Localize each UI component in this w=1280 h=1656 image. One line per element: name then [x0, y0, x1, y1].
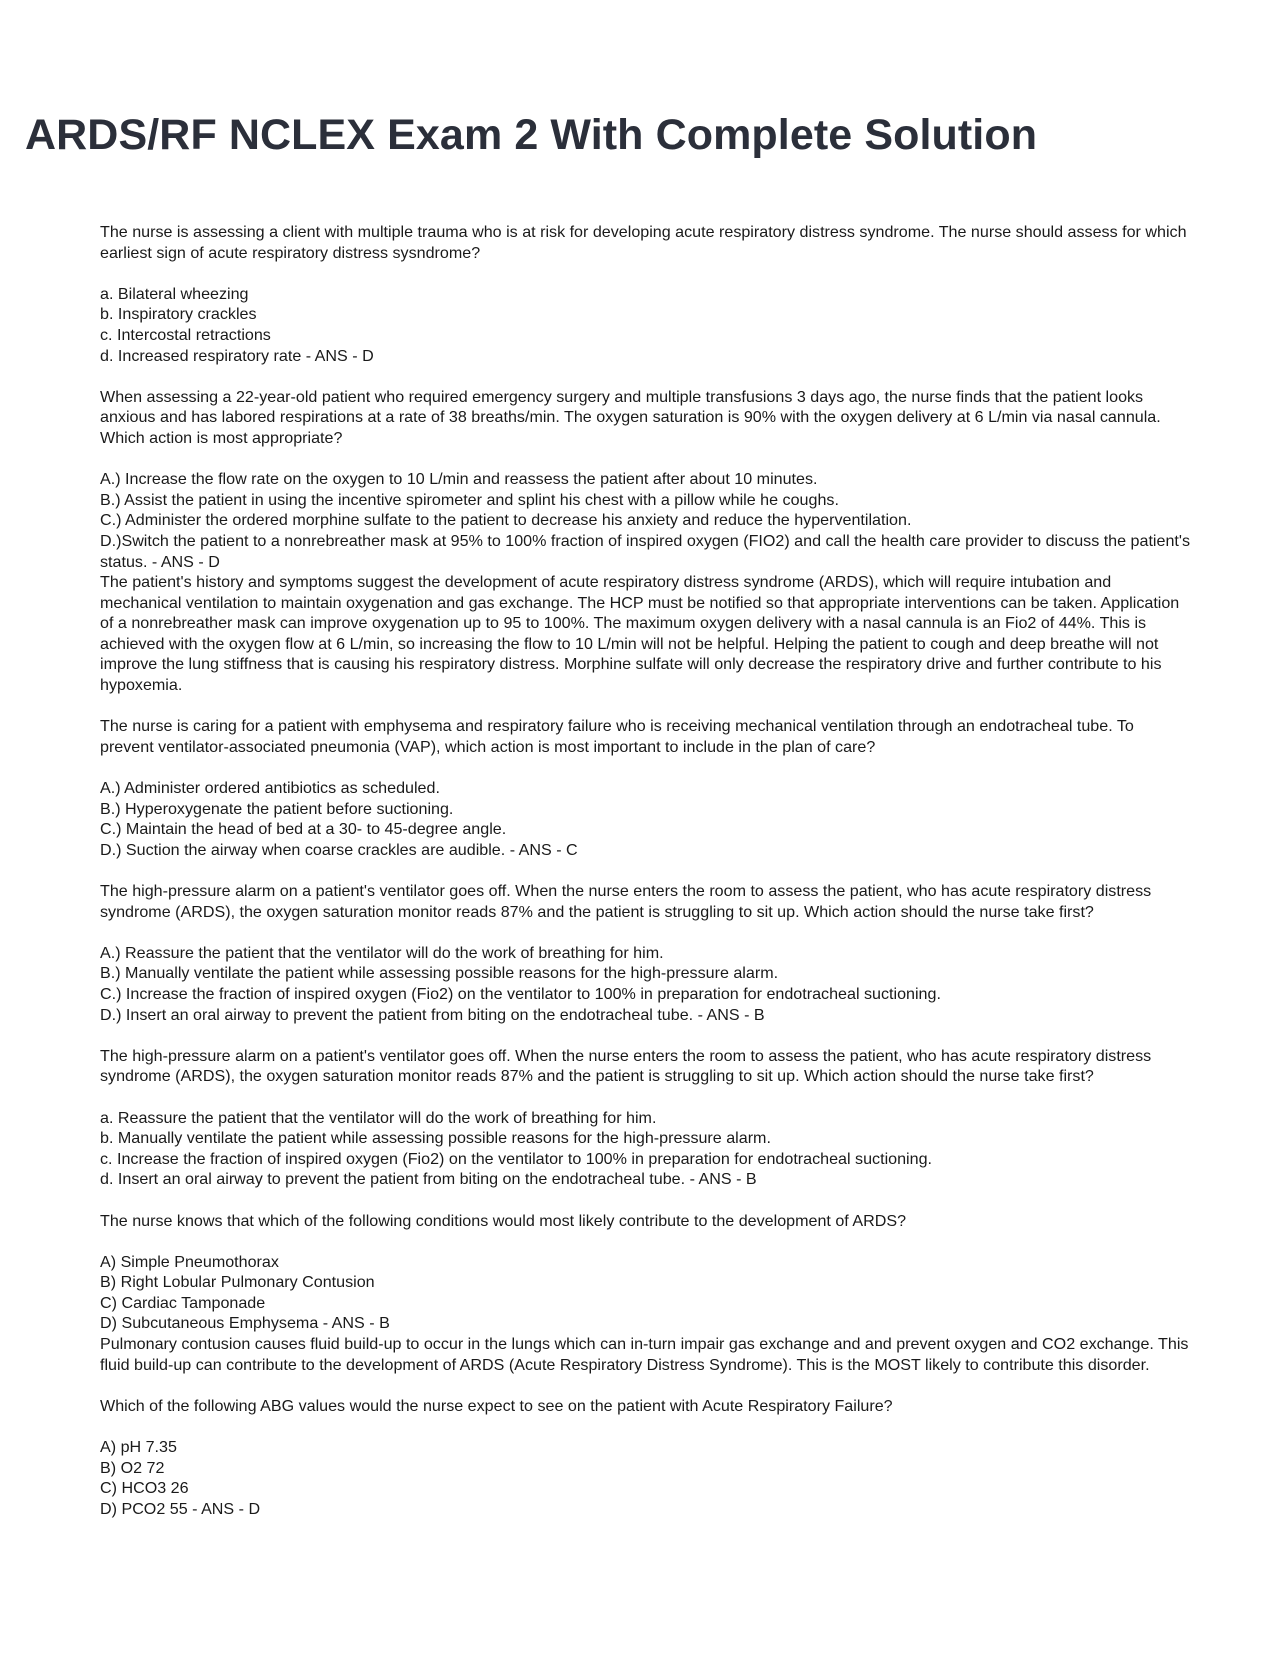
answer-option: D) PCO2 55 - ANS - D: [100, 1499, 261, 1518]
answer-option: B.) Manually ventilate the patient while assessing possible reasons for the high-pressure alarm.: [100, 964, 779, 983]
question-stem: [100, 1396, 1190, 1417]
answer-option: C) Cardiac Tamponade: [100, 1293, 266, 1312]
answer-option: C) HCO3 26: [100, 1479, 189, 1498]
answer-option: D.) Insert an oral airway to prevent the patient from biting on the endotracheal tube. - ANS - B: [100, 1005, 765, 1024]
answer-option: c. Intercostal retractions: [100, 325, 271, 344]
answer-option: A.) Administer ordered antibiotics as scheduled.: [100, 779, 440, 798]
document-body: [100, 222, 1190, 1540]
answer-option: d. Insert an oral airway to prevent the patient from biting on the endotracheal tube. - ANS - B: [100, 1170, 757, 1189]
document-title: ARDS/RF NCLEX Exam 2 With Complete Solution: [25, 111, 1038, 159]
answer-option: c. Increase the fraction of inspired oxygen (Fio2) on the ventilator to 100% in preparation for endotracheal suctioning.: [100, 1149, 932, 1168]
answer-option: d. Increased respiratory rate - ANS - D: [100, 346, 374, 365]
answer-rationale: The patient's history and symptoms suggest the development of acute respiratory distress syndrome (ARDS), which will require intubation and mechanical ventilation to maintain oxygenation and gas exchange. The HCP must be notified so that appropriate interventions can be taken. Application of a nonrebreather mask can improve oxygenation up to 95 to 100%. The maximum oxygen delivery with a nasal cannula is an Fio2 of 44%. This is achieved with the oxygen flow at 6 L/min, so increasing the flow to 10 L/min will not be helpful. Helping the patient to cough and deep breathe will not improve the lung stiffness that is causing his respiratory distress. Morphine sulfate will only decrease the respiratory drive and further contribute to his hypoxemia.: [100, 573, 1180, 695]
question-stem: [100, 881, 1190, 922]
question-stem: [100, 716, 1190, 757]
answer-option: b. Inspiratory crackles: [100, 305, 257, 324]
answer-options: [100, 943, 1190, 1025]
answer-options: [100, 1252, 1190, 1376]
question-text: The nurse knows that which of the following conditions would most likely contribute to the development of ARDS?: [100, 1211, 907, 1230]
answer-option: B) Right Lobular Pulmonary Contusion: [100, 1273, 375, 1292]
answer-option: C.) Administer the ordered morphine sulfate to the patient to decrease his anxiety and reduce the hyperventilation.: [100, 511, 912, 530]
answer-option: B.) Hyperoxygenate the patient before suctioning.: [100, 799, 454, 818]
question-text: The nurse is caring for a patient with emphysema and respiratory failure who is receiving mechanical ventilation through an endotracheal tube. To prevent ventilator-associated pneumonia (VAP), which action is most important to include in the plan of care?: [100, 717, 1134, 756]
answer-options: [100, 1437, 1190, 1519]
question-stem: [100, 1211, 1190, 1232]
answer-options: [100, 778, 1190, 860]
answer-option: a. Reassure the patient that the ventilator will do the work of breathing for him.: [100, 1108, 657, 1127]
question-stem: [100, 387, 1190, 449]
answer-option: A.) Reassure the patient that the ventilator will do the work of breathing for him.: [100, 943, 664, 962]
answer-option: A) Simple Pneumothorax: [100, 1252, 279, 1271]
answer-option: C.) Increase the fraction of inspired oxygen (Fio2) on the ventilator to 100% in preparation for endotracheal suctioning.: [100, 984, 941, 1003]
answer-option: B.) Assist the patient in using the incentive spirometer and splint his chest with a pillow while he coughs.: [100, 490, 839, 509]
answer-options: [100, 1108, 1190, 1190]
answer-option: B) O2 72: [100, 1458, 165, 1477]
question-text: When assessing a 22-year-old patient who required emergency surgery and multiple transfusions 3 days ago, the nurse finds that the patient looks anxious and has labored respirations at a rate of 38 breaths/min. The oxygen saturation is 90% with the oxygen delivery at 6 L/min via nasal cannula. Which action is most appropriate?: [100, 387, 1161, 447]
question-stem: [100, 1046, 1190, 1087]
answer-options: [100, 284, 1190, 366]
answer-option: C.) Maintain the head of bed at a 30- to 45-degree angle.: [100, 820, 507, 839]
answer-option: A.) Increase the flow rate on the oxygen to 10 L/min and reassess the patient after about 10 minutes.: [100, 470, 818, 489]
answer-options: [100, 469, 1190, 696]
answer-option: b. Manually ventilate the patient while assessing possible reasons for the high-pressure alarm.: [100, 1129, 771, 1148]
answer-option: a. Bilateral wheezing: [100, 284, 249, 303]
answer-option: D.)Switch the patient to a nonrebreather mask at 95% to 100% fraction of inspired oxygen (FIO2) and call the health care provider to discuss the patient's status. - ANS - D: [100, 531, 1190, 571]
question-stem: [100, 222, 1190, 263]
question-text: Which of the following ABG values would the nurse expect to see on the patient with Acute Respiratory Failure?: [100, 1396, 893, 1415]
answer-option: D) Subcutaneous Emphysema - ANS - B: [100, 1314, 390, 1333]
answer-rationale: Pulmonary contusion causes fluid build-up to occur in the lungs which can in-turn impair gas exchange and and prevent oxygen and CO2 exchange. This fluid build-up can contribute to the development of ARDS (Acute Respiratory Distress Syndrome). This is the MOST likely to contribute this disorder.: [100, 1335, 1189, 1374]
answer-option: D.) Suction the airway when coarse crackles are audible. - ANS - C: [100, 840, 578, 859]
question-text: The nurse is assessing a client with multiple trauma who is at risk for developing acute respiratory distress syndrome. The nurse should assess for which earliest sign of acute respiratory distress sysndrome?: [100, 223, 1187, 262]
answer-option: A) pH 7.35: [100, 1438, 177, 1457]
question-text: The high-pressure alarm on a patient's ventilator goes off. When the nurse enters the room to assess the patient, who has acute respiratory distress syndrome (ARDS), the oxygen saturation monitor reads 87% and the patient is struggling to sit up. Which action should the nurse take first?: [100, 882, 1152, 921]
question-text: The high-pressure alarm on a patient's ventilator goes off. When the nurse enters the room to assess the patient, who has acute respiratory distress syndrome (ARDS), the oxygen saturation monitor reads 87% and the patient is struggling to sit up. Which action should the nurse take first?: [100, 1046, 1152, 1086]
